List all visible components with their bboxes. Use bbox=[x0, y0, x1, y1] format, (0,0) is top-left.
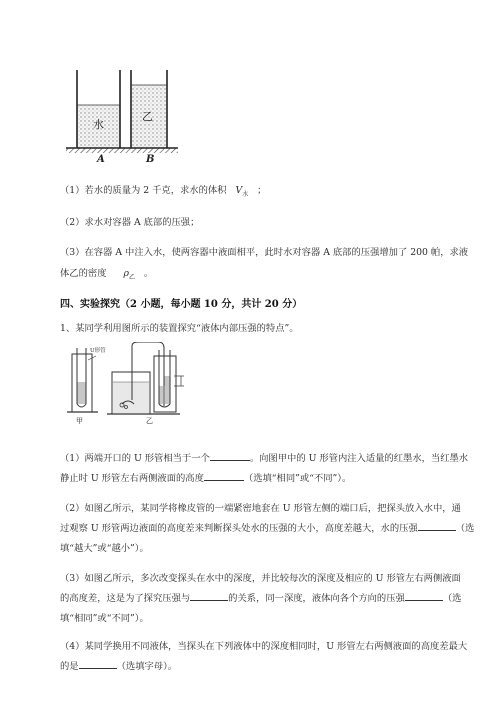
subquestion-1-line-1: （1）两端开口的 U 形管相当于一个 。向图甲中的 U 形管内注入适量的红墨水，当红墨水 bbox=[60, 453, 469, 464]
subquestion-4-line-1: （4）某同学换用不同液体，当探头在下列液体中的深度相同时，U 形管左右两侧液面的高度差最大 bbox=[60, 641, 468, 652]
subquestion-2-line-1: （2）如图乙所示，某同学将橡皮管的一端紧密地套在 U 形管左侧的端口后，把探头放入水中，通 bbox=[60, 503, 461, 514]
problem-part-3-line-1: （3）在容器 A 中注入水，使两容器中液面相平，此时水对容器 A 底部的压强增加了 200 帕，求液 bbox=[60, 247, 469, 258]
section-heading: 四、实验探究（2 小题，每小题 10 分，共计 20 分） bbox=[60, 299, 303, 310]
subquestion-1-line-2: 静止时 U 形管左右两侧液面的高度 （选填“相同”或“不同”）。 bbox=[60, 473, 352, 484]
figure-u-tube bbox=[62, 342, 192, 430]
figure-containers bbox=[60, 60, 190, 165]
water-label: 水 bbox=[93, 118, 104, 131]
figure-yi-label: 乙 bbox=[146, 417, 153, 425]
container-b-label: B bbox=[146, 154, 155, 165]
blank-4[interactable] bbox=[190, 592, 228, 601]
u-tube-label: U形管 bbox=[90, 348, 106, 354]
blank-5[interactable] bbox=[405, 592, 443, 601]
blank-6[interactable] bbox=[79, 660, 117, 669]
problem-part-3-line-2: 体乙的密度 $\rho_乙$ 。 bbox=[60, 268, 154, 281]
blank-2[interactable] bbox=[204, 472, 244, 481]
blank-3[interactable] bbox=[418, 522, 456, 531]
containers-diagram bbox=[60, 60, 190, 165]
subquestion-2-line-2: 过观察 U 形管两边液面的高度差来判断探头处水的压强的大小，高度差越大，水的压强 （选 bbox=[60, 523, 475, 534]
problem-part-2: （2）求水对容器 A 底部的压强； bbox=[60, 217, 200, 228]
liquid-yi-label: 乙 bbox=[142, 110, 153, 123]
subquestion-3-line-1: （3）如图乙所示，多次改变探头在水中的深度，并比较每次的深度及相应的 U 形管左右两侧液面 bbox=[60, 573, 461, 584]
subquestion-2-line-3: 填“越大”或“越小”）。 bbox=[60, 543, 149, 554]
experiment-question: 1、某同学利用图所示的装置探究“液体内部压强的特点”。 bbox=[60, 323, 299, 334]
figure-jia-label: 甲 bbox=[76, 417, 83, 425]
subquestion-3-line-2: 的高度差，这是为了探究压强与 的关系，同一深度，液体向各个方向的压强 （选 bbox=[60, 593, 462, 604]
problem-part-1: （1）若水的质量为 2 千克，求水的体积 $V_水$ ； bbox=[60, 185, 267, 198]
container-a-label: A bbox=[97, 154, 105, 165]
blank-1[interactable] bbox=[210, 452, 250, 461]
subquestion-3-line-3: 填“相同”或“不同”）。 bbox=[60, 613, 149, 624]
subquestion-4-line-2: 的是 （选填字母）。 bbox=[60, 661, 178, 672]
